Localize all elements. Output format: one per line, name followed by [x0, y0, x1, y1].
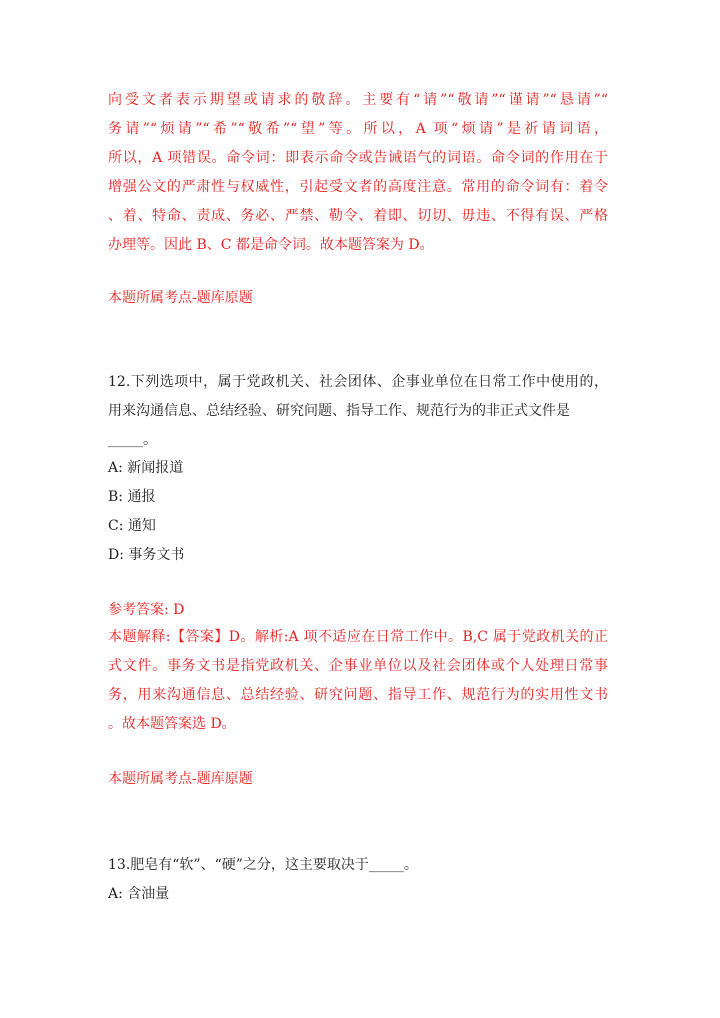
- option-c[interactable]: [108, 512, 608, 541]
- option-label: D:: [108, 547, 124, 563]
- option-text: 通报: [127, 489, 156, 505]
- question-12-stem: [108, 368, 608, 455]
- question-12-answer: [108, 596, 608, 625]
- option-text: 含油量: [127, 886, 170, 902]
- source-note-text: 本题所属考点-题库原题: [108, 771, 253, 787]
- question-13-stem: [108, 851, 608, 880]
- option-label: B:: [108, 489, 124, 505]
- question-stem-line: 12.下列选项中，属于党政机关、社会团体、企事业单位在日常工作中使用的，: [108, 374, 608, 390]
- explanation-line: 式文件。事务文书是指党政机关、企事业单位以及社会团体或个人处理日常事: [108, 658, 608, 674]
- option-label: A:: [108, 886, 123, 902]
- option-b[interactable]: [108, 483, 608, 512]
- option-a[interactable]: [108, 454, 608, 483]
- explanation-line: 。故本题答案选 D。: [108, 716, 236, 732]
- option-text: 通知: [127, 518, 156, 534]
- prev-source-note: [108, 284, 608, 313]
- prev-explanation-line: 向受文者表示期望或请求的敬辞。主要有“请”“敬请”“谨请”“恳请”“: [108, 92, 608, 108]
- option-a[interactable]: [108, 880, 608, 909]
- explanation-line: 务，用来沟通信息、总结经验、研究问题、指导工作、规范行为的实用性文书: [108, 687, 608, 703]
- source-note-text: 本题所属考点-题库原题: [108, 290, 253, 306]
- question-12-explanation: [108, 623, 608, 739]
- prev-explanation-line: 、着、特命、责成、务必、严禁、勒令、着即、切切、毋违、不得有误、严格: [108, 208, 608, 224]
- prev-explanation-line: 务请”“烦请”“希”“敬希”“望”等。所以，A 项“烦请”是祈请词语，: [108, 121, 608, 137]
- option-text: 新闻报道: [127, 460, 184, 476]
- option-text: 事务文书: [128, 547, 185, 563]
- answer-text: 参考答案: D: [108, 602, 185, 618]
- explanation-line: 本题解释:【答案】D。解析:A 项不适应在日常工作中。B,C 属于党政机关的正: [108, 629, 608, 645]
- option-d[interactable]: [108, 541, 608, 570]
- prev-explanation: [108, 86, 608, 260]
- question-12-options: [108, 454, 608, 570]
- option-label: C:: [108, 518, 124, 534]
- question-12-source-note: [108, 765, 608, 794]
- prev-explanation-line: 办理等。因此 B、C 都是命令词。故本题答案为 D。: [108, 237, 434, 253]
- question-stem-line: 13.肥皂有“软”、“硬”之分，这主要取决于_____。: [108, 857, 418, 873]
- question-13-options: [108, 880, 608, 909]
- prev-explanation-line: 增强公文的严肃性与权威性，引起受文者的高度注意。常用的命令词有：着令: [108, 179, 608, 195]
- question-stem-line: _____。: [108, 432, 157, 448]
- prev-explanation-line: 所以，A 项错误。命令词：即表示命令或告诫语气的词语。命令词的作用在于: [108, 150, 608, 166]
- option-label: A:: [108, 460, 123, 476]
- question-stem-line: 用来沟通信息、总结经验、研究问题、指导工作、规范行为的非正式文件是: [108, 403, 570, 419]
